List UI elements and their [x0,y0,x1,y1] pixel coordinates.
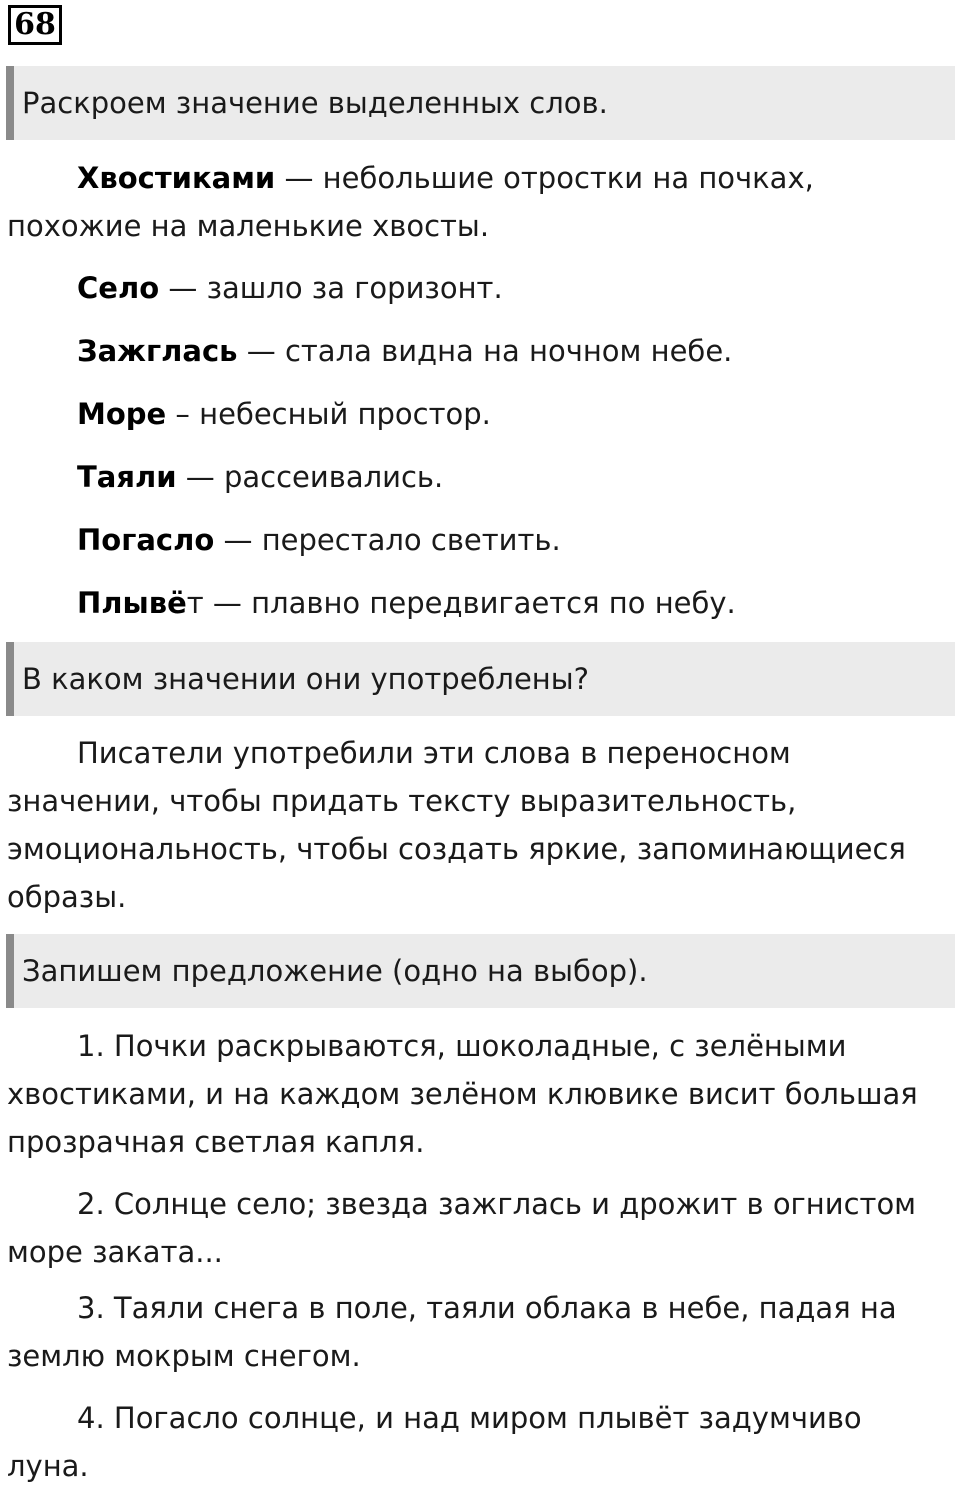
definition-item [77,583,736,623]
definition-meaning: стала видна на ночном небе. [284,334,733,368]
definition-item [77,331,732,371]
definition-separator: — [275,161,323,195]
definition-term: Море [77,397,167,431]
definition-item [77,268,503,308]
definition-term: Таяли [77,460,177,494]
definition-separator: — [159,271,207,305]
section-heading-sentences: Запишем предложение (одно на выбор). [6,934,955,1008]
task-number-badge: 68 [8,5,62,45]
sentence-item [7,1180,947,1276]
definition-separator: – [166,397,200,431]
sentence-text: 3. Таяли снега в поле, таяли облака в небе, падая на землю мокрым снегом. [7,1291,897,1373]
definition-meaning: небольшие отростки на почках, похожие на маленькие хвосты. [7,161,814,243]
sentence-item [7,1394,947,1490]
definition-term: Плывё [77,586,187,620]
definition-separator: — [203,586,252,620]
sentence-item [7,1022,947,1166]
definition-separator: — [237,334,285,368]
definition-meaning: зашло за горизонт. [206,271,503,305]
definition-item [7,154,947,250]
sentence-text: 2. Солнце село; звезда зажглась и дрожит в огнистом море заката... [7,1187,917,1269]
definition-meaning: плавно передвигается по небу. [251,586,736,620]
section-heading-meanings: Раскроем значение выделенных слов. [6,66,955,140]
definition-term: Погасло [77,523,215,557]
sentence-text: 4. Погасло солнце, и над миром плывёт задумчиво луна. [7,1401,862,1483]
definition-term-tail: т [186,586,204,620]
definition-term: Хвостиками [77,161,276,195]
section-heading-usage: В каком значении они употреблены? [6,642,955,716]
definition-item [77,457,443,497]
usage-answer [7,729,947,921]
definition-item [77,394,491,434]
sentence-text: 1. Почки раскрываются, шоколадные, с зелёными хвостиками, и на каждом зелёном клювике висит большая прозрачная светлая капля. [7,1029,918,1159]
usage-answer-text: Писатели употребили эти слова в переносном значении, чтобы придать тексту выразительность, эмоциональность, чтобы создать яркие, запоминающиеся образы. [7,736,906,914]
definition-separator: — [176,460,224,494]
definition-meaning: рассеивались. [223,460,444,494]
sentence-item [7,1284,947,1380]
definition-meaning: небесный простор. [199,397,491,431]
definition-item [77,520,561,560]
definition-term: Село [77,271,160,305]
definition-meaning: перестало светить. [261,523,561,557]
definition-term: Зажглась [77,334,238,368]
definition-separator: — [214,523,262,557]
